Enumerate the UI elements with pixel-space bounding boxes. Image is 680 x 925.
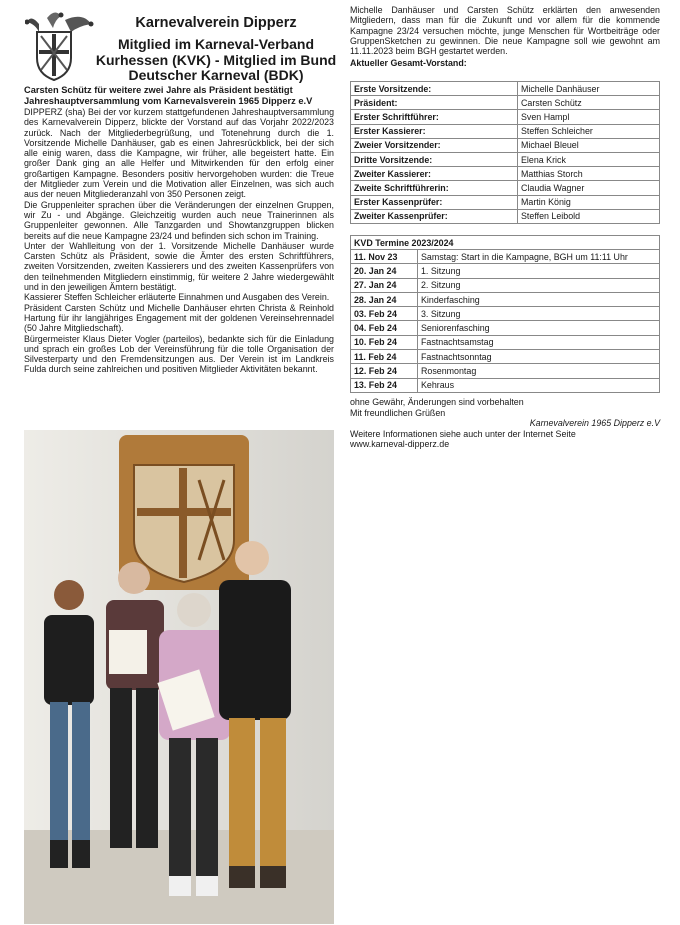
board-name: Michelle Danhäuser [518, 82, 660, 96]
disclaimer: ohne Gewähr, Änderungen sind vorbehalten [350, 397, 524, 407]
article-paragraph: Kassierer Steffen Schleicher erläuterte Einnahmen und Ausgaben des Verein. [24, 292, 330, 303]
board-role: Erste Vorsitzende: [351, 82, 518, 96]
group-photo [24, 430, 334, 924]
website-link[interactable]: www.karneval-dipperz.de [350, 439, 450, 449]
board-name: Elena Krick [518, 152, 660, 166]
event-name: Fastnachtsamstag [418, 335, 660, 349]
board-name: Carsten Schütz [518, 96, 660, 110]
event-date: 27. Jan 24 [351, 278, 418, 292]
info-text: Weitere Informationen siehe auch unter der Internet Seite [350, 428, 576, 439]
board-role: Zweiter Kassierer: [351, 167, 518, 181]
board-name: Michael Bleuel [518, 138, 660, 152]
table-row [351, 209, 660, 223]
article-paragraph: Bürgermeister Klaus Dieter Vogler (parteilos), bedankte sich für die Einladung und sprach ein großes Lob der Vereinsführung für die tolle Organisation der Silvesterparty und den Fremdensitzungen aus. Der Verein ist im Landkreis Fulda durch seine zahlreichen und positiven Mitglieder Aktivitäten bekannt. [24, 333, 334, 375]
table-row [351, 364, 660, 378]
table-row [351, 307, 660, 321]
table-row [351, 82, 660, 96]
article-subheadline: Jahreshauptversammlung vom Karnevalsverein 1965 Dipperz e.V [24, 96, 313, 106]
table-row [351, 335, 660, 349]
club-subtitle: Mitglied im Karneval-Verband Kurhessen (KVK) - Mitglied im Bund Deutscher Karneval (BDK) [95, 36, 337, 83]
board-role: Erster Kassierer: [351, 124, 518, 138]
event-name: Kinderfasching [418, 292, 660, 306]
table-row [351, 110, 660, 124]
table-row [351, 350, 660, 364]
article-paragraph: Unter der Wahlleitung von der 1. Vorsitzende Michelle Danhäuser wurde Carsten Schütz als Präsident, sowie die Ämter des ersten Schriftführers, zweiten Vorsitzenden, zweiten Kassierers und des zweiten Kassenprüfers von den teilnehmenden Mitgliedern einstimmig, für weitere 2 Jahre wiedergewählt und in den jeweiligen Ämtern bestätigt. [24, 240, 334, 293]
table-row [351, 250, 660, 264]
event-date: 10. Feb 24 [351, 335, 418, 349]
article-headline: Carsten Schütz für weitere zwei Jahre als Präsident bestätigt [24, 85, 293, 95]
table-row [351, 181, 660, 195]
table-row [351, 138, 660, 152]
board-name: Matthias Storch [518, 167, 660, 181]
event-date: 12. Feb 24 [351, 364, 418, 378]
event-date: 11. Nov 23 [351, 250, 418, 264]
board-role: Erster Schriftführer: [351, 110, 518, 124]
event-date: 20. Jan 24 [351, 264, 418, 278]
article-body [24, 85, 334, 375]
article-paragraph: DIPPERZ (sha) Bei der vor kurzem stattgefundenen Jahreshauptversammlung des Karnevalverein Dipperz, blickte der Vorstand auf das Vorjahr 2022/2023 zurück. Nach der Mitgliederbegrüßung, und Totenehrung durch die 1. Vorsitzende Michelle Danhäuser, gab es einen Jahresrückblick, bei der sich alle einig waren, dass die Kampagne, wir früher, alle begeistert hatte. Ein großer Dank ging an alle Helfer und Mitwirkenden für den erfolg einer großartigen Kampagne. Besonders positiv hervorgehoben wurden: die Treue der Mitglieder zum Verein und die Motivation aller Einzelnen, was sich auch aus der neuen Mitgliederanzahl von 350 Personen zeigt. [24, 107, 334, 200]
event-name: Kehraus [418, 378, 660, 392]
club-logo [25, 10, 95, 82]
table-row [351, 292, 660, 306]
event-name: Seniorenfasching [418, 321, 660, 335]
event-date: 11. Feb 24 [351, 350, 418, 364]
table-row [351, 124, 660, 138]
table-row [351, 378, 660, 392]
event-name: Rosenmontag [418, 364, 660, 378]
greeting: Mit freundlichen Grüßen [350, 407, 446, 418]
event-date: 04. Feb 24 [351, 321, 418, 335]
events-table [350, 235, 660, 393]
board-role: Zweite Schriftführerin: [351, 181, 518, 195]
board-name: Martin König [518, 195, 660, 209]
event-name: 3. Sitzung [418, 307, 660, 321]
board-role: Zweier Vorsitzender: [351, 138, 518, 152]
article-paragraph: Präsident Carsten Schütz und Michelle Danhäuser ehrten Christa & Reinhold Hartung für ihr langjähriges Engagement mit der goldenen Vereinsehrennadel (50 Jahre Mitgliedschaft). [24, 302, 334, 334]
closing-notes [350, 397, 660, 450]
article-paragraph: Die Gruppenleiter sprachen über die Veränderungen der einzelnen Gruppen, wir Zu - und Abgänge. Gleichzeitig wurden auch neue Trainerinnen als Gruppenleiter gewonnen. Alle Tanzgarden und Showtanzgruppen blicken bereits auf die neue Kampagne 23/24 und befinden sich schon im Training. [24, 199, 334, 241]
board-name: Sven Hampl [518, 110, 660, 124]
board-label: Aktueller Gesamt-Vorstand: [350, 58, 467, 69]
event-date: 13. Feb 24 [351, 378, 418, 392]
board-role: Dritte Vorsitzende: [351, 152, 518, 166]
event-date: 28. Jan 24 [351, 292, 418, 306]
table-row [351, 152, 660, 166]
table-row [351, 264, 660, 278]
masthead [95, 15, 337, 84]
event-name: 1. Sitzung [418, 264, 660, 278]
event-name: Samstag: Start in die Kampagne, BGH um 11:11 Uhr [418, 250, 660, 264]
board-table [350, 81, 660, 224]
board-name: Steffen Leibold [518, 209, 660, 223]
signature: Karnevalverein 1965 Dipperz e.V [529, 418, 660, 428]
event-date: 03. Feb 24 [351, 307, 418, 321]
event-name: 2. Sitzung [418, 278, 660, 292]
event-name: Fastnachtsonntag [418, 350, 660, 364]
table-row [351, 195, 660, 209]
table-row [351, 96, 660, 110]
continuation-text: Michelle Danhäuser und Carsten Schütz erklärten den anwesenden Mitgliedern, dass man für die Zukunft und vor allem für die kommende Kampagne 23/24 versuchen möchte, junge Menschen für Wortbeiträge oder GruppenSketchen zu gewinnen. Die neue Kampagne soll wie gewohnt am 11.11.2023 beim BGH gestartet werden. [350, 5, 660, 57]
board-role: Zweiter Kassenprüfer: [351, 209, 518, 223]
table-row [351, 167, 660, 181]
table-row [351, 321, 660, 335]
club-name: Karnevalverein Dipperz [135, 15, 297, 31]
board-name: Claudia Wagner [518, 181, 660, 195]
table-row [351, 278, 660, 292]
article-continuation [350, 5, 660, 69]
board-role: Erster Kassenprüfer: [351, 195, 518, 209]
board-name: Steffen Schleicher [518, 124, 660, 138]
board-role: Präsident: [351, 96, 518, 110]
events-title: KVD Termine 2023/2024 [351, 236, 660, 250]
